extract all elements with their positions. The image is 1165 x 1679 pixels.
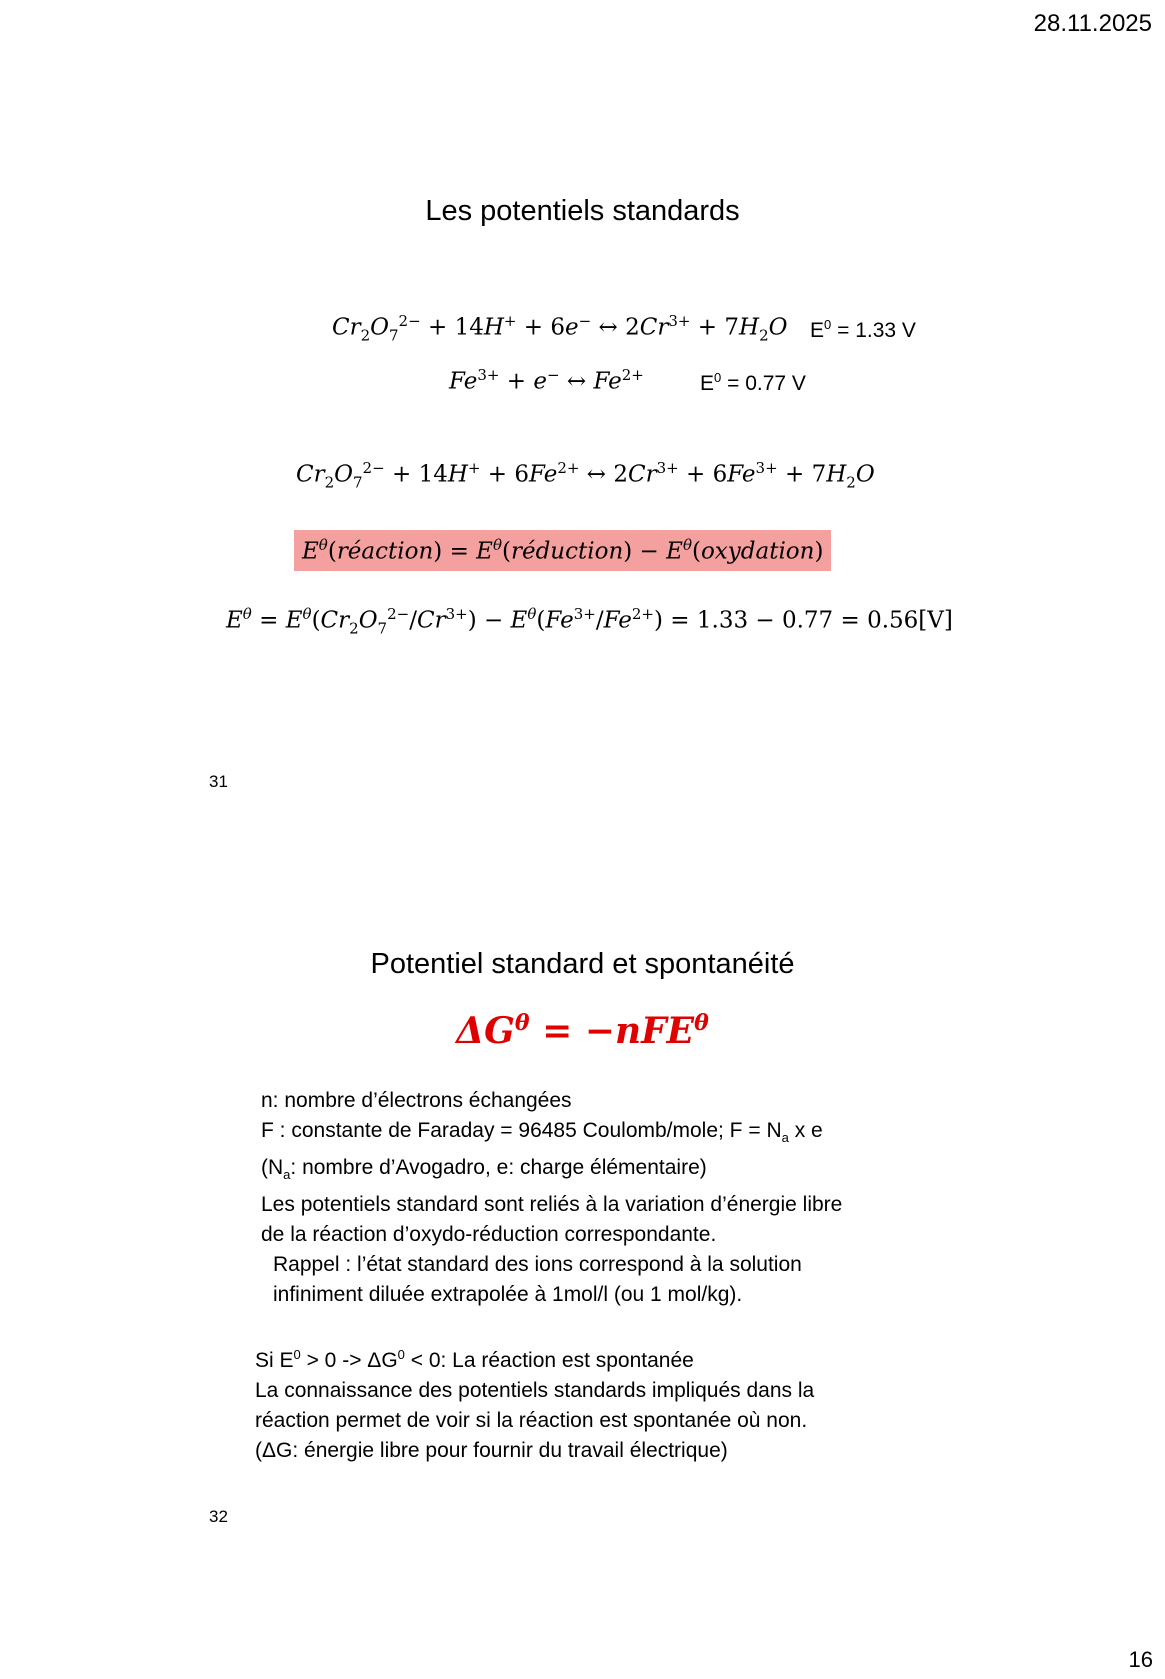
dichromate-e0-value: 1.33 V [855, 319, 916, 342]
spontaneity-line-3: réaction permet de voir si la réaction est spontanée où non. [255, 1409, 808, 1432]
spontaneity-line-4: (ΔG: énergie libre pour fournir du travail électrique) [255, 1439, 728, 1462]
spontaneity-line-2: La connaissance des potentiels standards impliqués dans la [255, 1379, 815, 1402]
slide-31-title: Les potentiels standards [425, 195, 740, 227]
definitions-block [261, 1086, 842, 1250]
spontaneity-condition: Si $E^0 > 0 -> \Delta G^0 < 0$: La réaction est spontanée [255, 1347, 694, 1372]
iron-half-reaction: $Fe^{3+} + e^-$ ↔ $Fe^{2+}$ [449, 366, 644, 395]
relation-line-2: de la réaction d’oxydo-réduction correspondante. [261, 1223, 717, 1247]
spontaneity-block [255, 1340, 814, 1466]
gibbs-energy-formula: $\Delta G^\theta = -nFE^\theta$ [456, 1010, 709, 1052]
rappel-line-2: infiniment diluée extrapolée à 1mol/l (ou 1 mol/kg). [273, 1283, 743, 1306]
definition-faraday: F : constante de Faraday = 96485 Coulomb/mole; $F = N_a$ x e [261, 1119, 823, 1146]
potential-calculation: $E^\theta = E^\theta(Cr_2O_7^{2-}/Cr^{3+}) - E^\theta(Fe^{3+}/Fe^{2+}) = 1.33 - 0.77 = 0.56[V]$ [226, 605, 953, 638]
highlighted-potential-formula: $E^\theta(réaction)$ = $E^\theta(réduction)$ − $E^\theta(oxydation)$ [294, 530, 831, 571]
document-date: 28.11.2025 [1033, 10, 1152, 37]
slide-32-title: Potentiel standard et spontanéité [370, 948, 795, 980]
slide-31-number: 31 [209, 772, 228, 791]
definition-avogadro: ($N_a$: nombre d’Avogadro, e: charge élémentaire) [261, 1156, 707, 1183]
dichromate-half-reaction: $Cr_2O_7^{2-} + 14H^+ + 6e^-$ ↔ $2Cr^{3+} + 7H_2O$ [332, 312, 788, 345]
iron-e0-value: 0.77 V [745, 372, 806, 395]
potential-result: 1.33 − 0.77 = 0.56[V] [696, 607, 953, 634]
rappel-line-1: Rappel : l’état standard des ions correspond à la solution [273, 1253, 802, 1276]
rappel-block [273, 1250, 802, 1310]
definition-n: n: nombre d’électrons échangées [261, 1089, 572, 1112]
relation-line-1: Les potentiels standard sont reliés à la variation d’énergie libre [261, 1193, 843, 1217]
dichromate-e0: $E^0 = 1.33$ V [810, 317, 916, 342]
page-number: 16 [1128, 1647, 1153, 1672]
iron-e0: $E^0 = 0.77$ V [700, 370, 806, 395]
slide-32-number: 32 [209, 1507, 228, 1526]
global-redox-equation: $Cr_2O_7^{2-} + 14H^+ + 6Fe^{2+}$ ↔ $2Cr^{3+} + 6Fe^{3+} + 7H_2O$ [296, 459, 875, 492]
